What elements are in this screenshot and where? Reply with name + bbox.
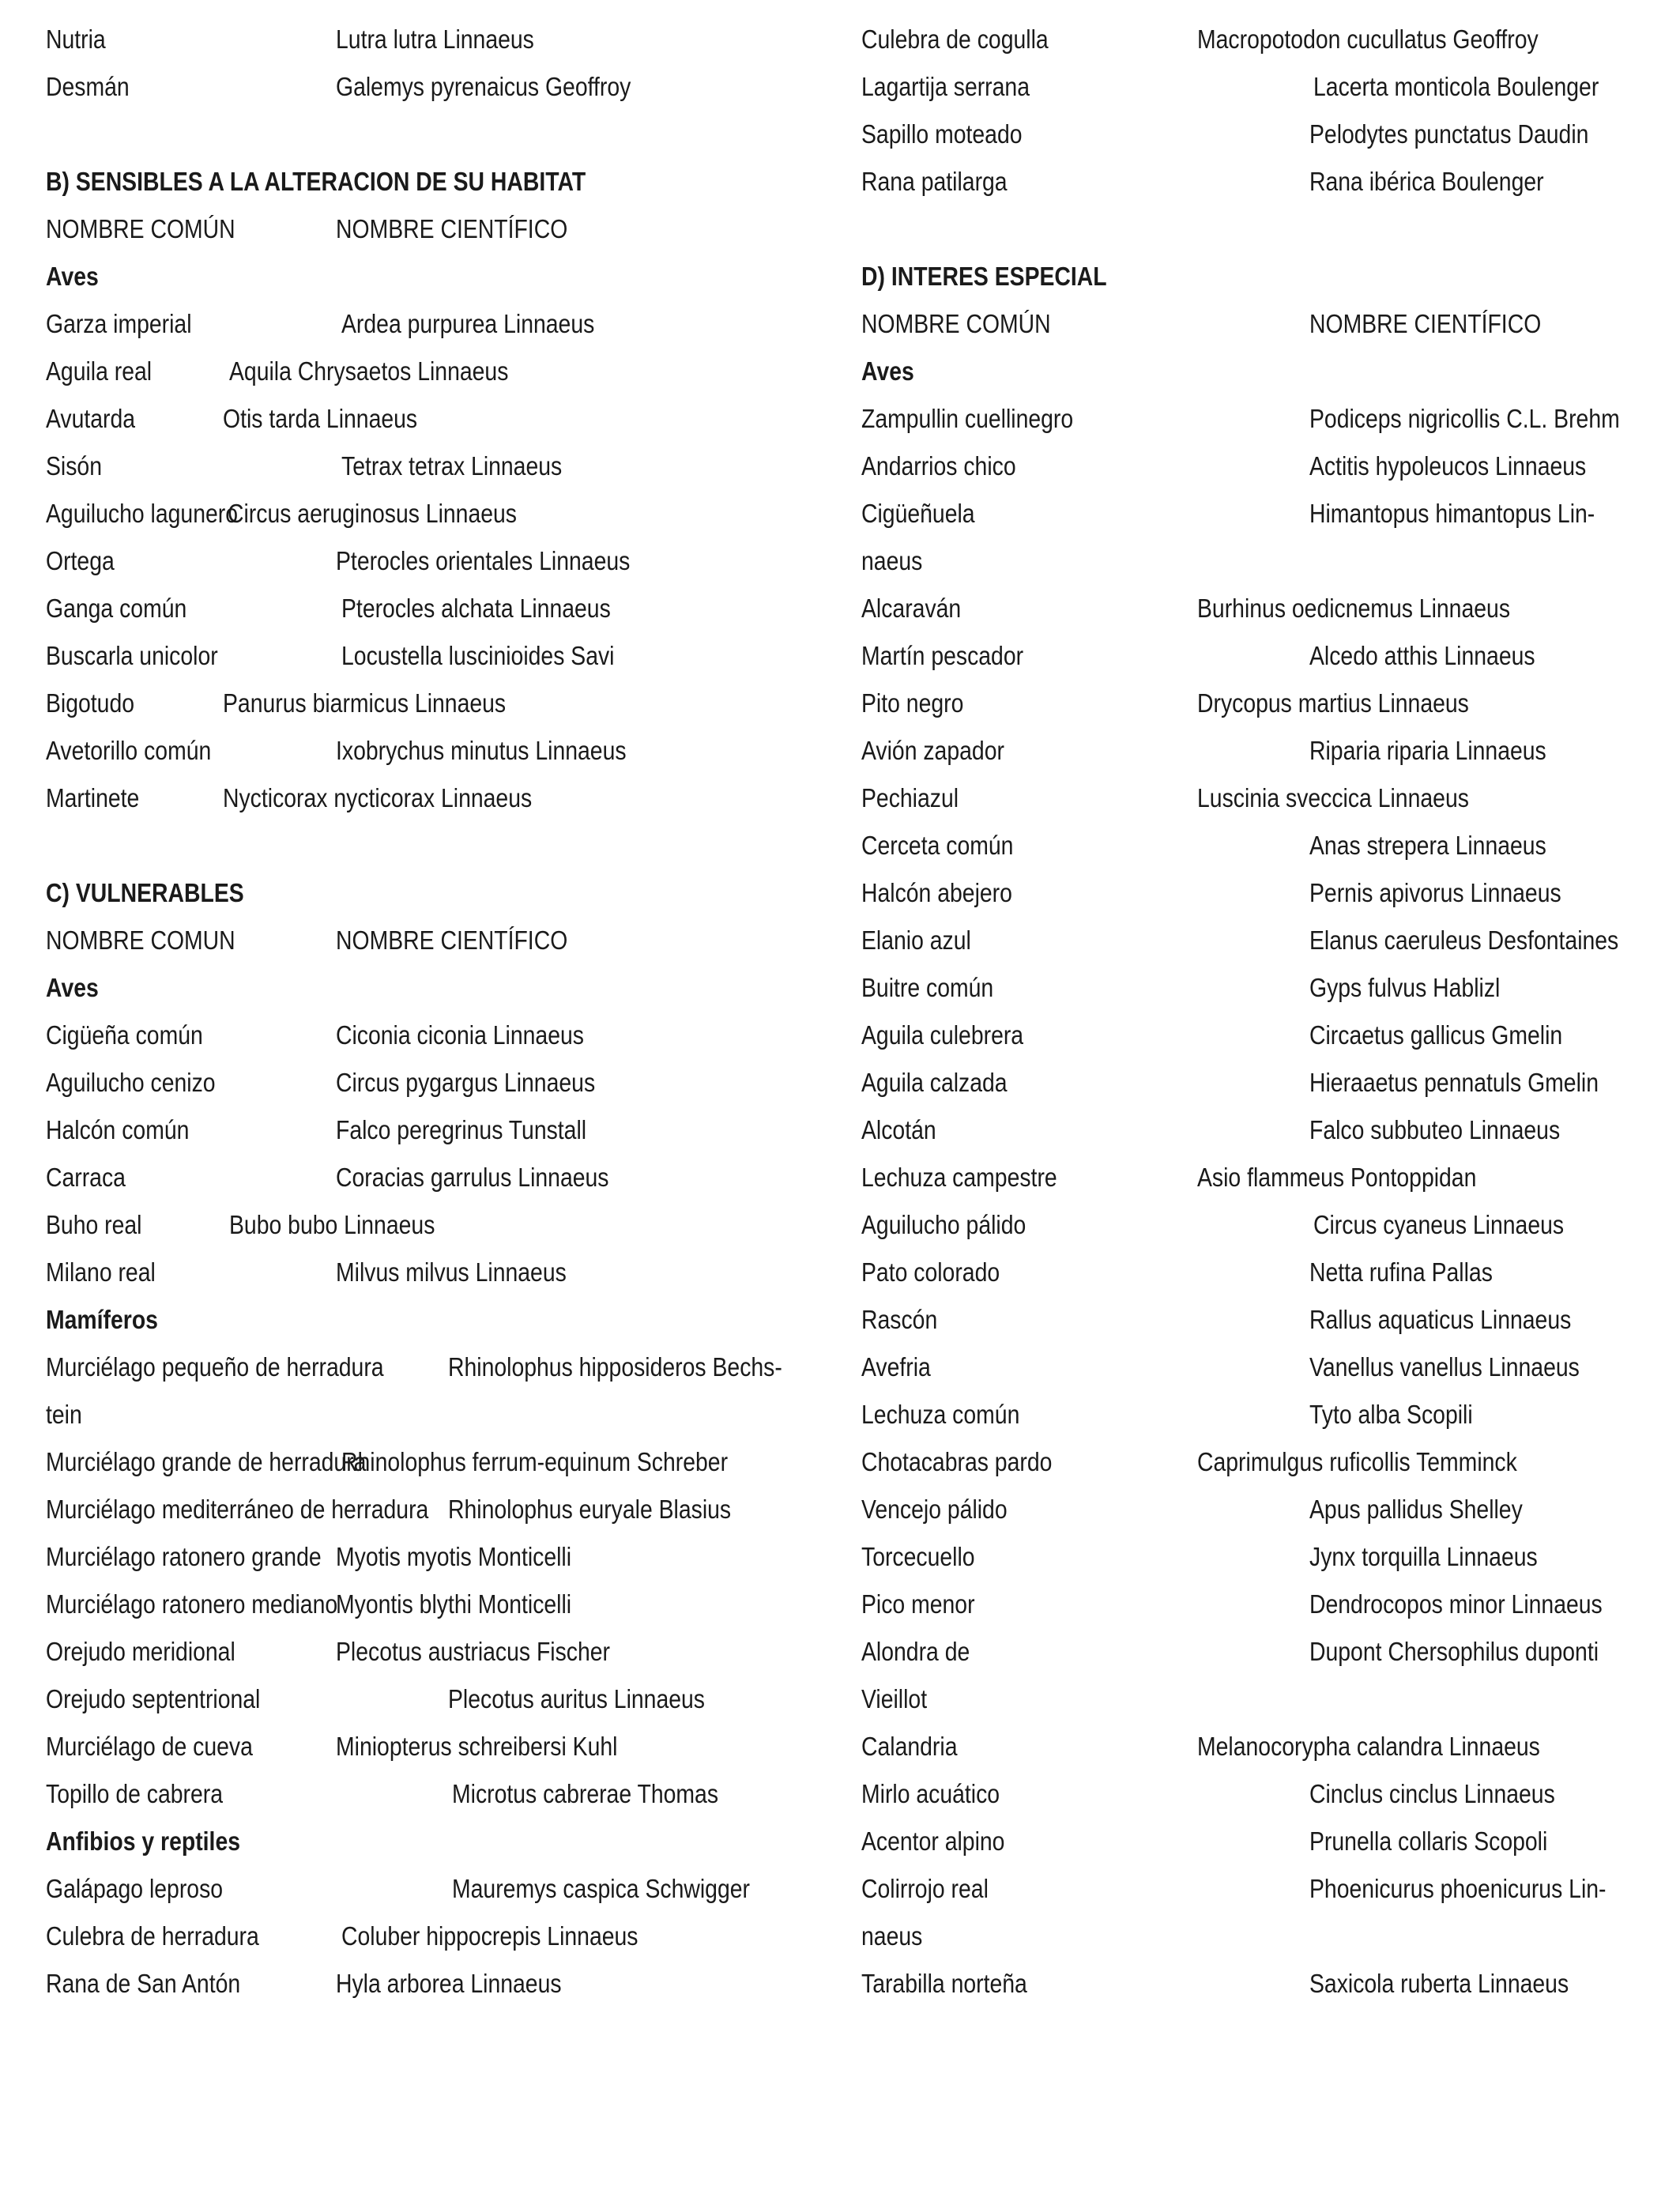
species-row	[46, 1913, 844, 1960]
species-row	[861, 1865, 1659, 1913]
species-row	[861, 869, 1659, 917]
spacer	[46, 111, 844, 158]
scientific-name: NOMBRE CIENTÍFICO	[336, 214, 568, 243]
species-row	[861, 585, 1659, 632]
common-name: NOMBRE COMÚN	[861, 309, 1051, 338]
common-name: Andarrios chico	[861, 451, 1016, 481]
common-name: Carraca	[46, 1163, 126, 1192]
heading-text: B) SENSIBLES A LA ALTERACION DE SU HABITAT	[46, 167, 586, 196]
species-row	[46, 300, 844, 348]
scientific-name: Vanellus vanellus Linnaeus	[1309, 1352, 1580, 1382]
common-name: Mirlo acuático	[861, 1779, 1000, 1808]
common-name: Avefria	[861, 1352, 931, 1382]
common-name: Murciélago pequeño de herradura	[46, 1352, 384, 1382]
scientific-name: Tetrax tetrax Linnaeus	[341, 451, 563, 481]
heading-text: Aves	[861, 356, 914, 386]
species-row	[46, 443, 844, 490]
scientific-name: Tyto alba Scopili	[1309, 1400, 1473, 1429]
common-name: Cigüeña común	[46, 1020, 203, 1050]
scientific-name: Actitis hypoleucos Linnaeus	[1309, 451, 1587, 481]
species-row	[46, 1249, 844, 1296]
common-name: Tarabilla norteña	[861, 1969, 1027, 1998]
scientific-name: Pernis apivorus Linnaeus	[1309, 878, 1561, 907]
common-name: Murciélago ratonero mediano	[46, 1589, 338, 1619]
common-name: Buscarla unicolor	[46, 641, 218, 670]
common-name: Orejudo septentrional	[46, 1684, 261, 1713]
common-name: Elanio azul	[861, 925, 971, 955]
common-name: Torcecuello	[861, 1542, 975, 1571]
scientific-name: Aquila Chrysaetos Linnaeus	[229, 356, 509, 386]
common-name: Lagartija serrana	[861, 72, 1030, 101]
common-name: Alcotán	[861, 1115, 936, 1144]
common-name: Pato colorado	[861, 1257, 1000, 1287]
section-heading	[46, 964, 844, 1012]
scientific-name: Hyla arborea Linnaeus	[336, 1969, 562, 1998]
species-row	[861, 443, 1659, 490]
common-name: Lechuza campestre	[861, 1163, 1057, 1192]
scientific-name: Dendrocopos minor Linnaeus	[1309, 1589, 1603, 1619]
species-row	[46, 727, 844, 775]
common-name: Bigotudo	[46, 688, 135, 718]
common-name: Aguila culebrera	[861, 1020, 1024, 1050]
species-row	[46, 1201, 844, 1249]
species-row	[861, 680, 1659, 727]
species-row	[46, 1581, 844, 1628]
scientific-name: Prunella collaris Scopoli	[1309, 1826, 1548, 1856]
scientific-name: Hieraaetus pennatuls Gmelin	[1309, 1068, 1599, 1097]
species-row	[861, 1438, 1659, 1486]
scientific-name: Dupont Chersophilus duponti	[1309, 1637, 1599, 1666]
species-row	[861, 1201, 1659, 1249]
scientific-name: Galemys pyrenaicus Geoffroy	[336, 72, 631, 101]
species-row	[861, 1154, 1659, 1201]
common-name: Ganga común	[46, 594, 187, 623]
common-name: Rascón	[861, 1305, 938, 1334]
species-row	[861, 158, 1659, 205]
common-name: Murciélago de cueva	[46, 1732, 253, 1761]
scientific-name: Podiceps nigricollis C.L. Brehm	[1309, 404, 1620, 433]
scientific-name: Coluber hippocrepis Linnaeus	[341, 1921, 638, 1951]
species-row	[861, 1059, 1659, 1106]
scientific-name: Drycopus martius Linnaeus	[1197, 688, 1469, 718]
heading-text: Mamíferos	[46, 1305, 158, 1334]
species-row	[861, 1533, 1659, 1581]
scientific-name: Rallus aquaticus Linnaeus	[1309, 1305, 1572, 1334]
common-name: Murciélago ratonero grande	[46, 1542, 322, 1571]
species-row	[46, 1012, 844, 1059]
common-name: Buho real	[46, 1210, 142, 1239]
scientific-name: Microtus cabrerae Thomas	[452, 1779, 719, 1808]
scientific-name: Pterocles alchata Linnaeus	[341, 594, 611, 623]
scientific-name: Burhinus oedicnemus Linnaeus	[1197, 594, 1511, 623]
scientific-name: Panurus biarmicus Linnaeus	[223, 688, 507, 718]
common-name: Zampullin cuellinegro	[861, 404, 1074, 433]
section-heading	[46, 158, 844, 205]
heading-text: Anfibios y reptiles	[46, 1826, 241, 1856]
heading-text: Aves	[46, 973, 99, 1002]
scientific-name: Pelodytes punctatus Daudin	[1309, 119, 1589, 149]
scientific-name: Himantopus himantopus Lin-	[1309, 499, 1595, 528]
common-name: Acentor alpino	[861, 1826, 1005, 1856]
common-name: Topillo de cabrera	[46, 1779, 224, 1808]
species-row	[46, 680, 844, 727]
section-heading	[46, 253, 844, 300]
scientific-name: Nycticorax nycticorax Linnaeus	[223, 783, 533, 812]
scientific-name: Circus pygargus Linnaeus	[336, 1068, 596, 1097]
species-row	[46, 63, 844, 111]
species-row	[861, 63, 1659, 111]
common-name: Pechiazul	[861, 783, 959, 812]
scientific-name: Caprimulgus ruficollis Temminck	[1197, 1447, 1517, 1476]
spacer	[46, 822, 844, 869]
scientific-name: Myontis blythi Monticelli	[336, 1589, 572, 1619]
common-name: Chotacabras pardo	[861, 1447, 1053, 1476]
common-name: Aguilucho cenizo	[46, 1068, 216, 1097]
species-row	[861, 537, 1659, 585]
common-name: Aguila calzada	[861, 1068, 1008, 1097]
scientific-name: Phoenicurus phoenicurus Lin-	[1309, 1874, 1607, 1903]
species-row	[861, 16, 1659, 63]
scientific-name: Circaetus gallicus Gmelin	[1309, 1020, 1563, 1050]
species-row	[861, 1486, 1659, 1533]
species-row	[46, 395, 844, 443]
species-row	[46, 585, 844, 632]
species-row	[46, 1533, 844, 1581]
scientific-name: Plecotus auritus Linnaeus	[448, 1684, 705, 1713]
scientific-name: Netta rufina Pallas	[1309, 1257, 1493, 1287]
common-name: naeus	[861, 546, 923, 575]
species-row	[861, 1106, 1659, 1154]
scientific-name: Ardea purpurea Linnaeus	[341, 309, 595, 338]
common-name: Aguilucho pálido	[861, 1210, 1026, 1239]
scientific-name: Rhinolophus hipposideros Bechs-	[448, 1352, 782, 1382]
common-name: naeus	[861, 1921, 923, 1951]
species-row	[861, 1913, 1659, 1960]
scientific-name: Gyps fulvus Hablizl	[1309, 973, 1501, 1002]
scientific-name: Riparia riparia Linnaeus	[1309, 736, 1546, 765]
common-name: Martinete	[46, 783, 140, 812]
species-row	[861, 1296, 1659, 1344]
scientific-name: NOMBRE CIENTÍFICO	[1309, 309, 1542, 338]
common-name: Ortega	[46, 546, 115, 575]
species-row	[861, 300, 1659, 348]
common-name: Cerceta común	[861, 831, 1014, 860]
species-row	[861, 632, 1659, 680]
common-name: NOMBRE COMÚN	[46, 214, 235, 243]
right-column	[861, 16, 1659, 2007]
scientific-name: Mauremys caspica Schwigger	[452, 1874, 750, 1903]
scientific-name: Plecotus austriacus Fischer	[336, 1637, 611, 1666]
scientific-name: Pterocles orientales Linnaeus	[336, 546, 631, 575]
scientific-name: Anas strepera Linnaeus	[1309, 831, 1546, 860]
species-row	[861, 917, 1659, 964]
scientific-name: Myotis myotis Monticelli	[336, 1542, 572, 1571]
common-name: NOMBRE COMUN	[46, 925, 235, 955]
scientific-name: Falco subbuteo Linnaeus	[1309, 1115, 1561, 1144]
species-row	[861, 1391, 1659, 1438]
species-row	[46, 1676, 844, 1723]
scientific-name: Lutra lutra Linnaeus	[336, 25, 534, 54]
species-row	[861, 490, 1659, 537]
heading-text: D) INTERES ESPECIAL	[861, 262, 1107, 291]
species-row	[861, 1581, 1659, 1628]
heading-text: C) VULNERABLES	[46, 878, 244, 907]
species-row	[861, 1723, 1659, 1770]
common-name: Culebra de cogulla	[861, 25, 1049, 54]
species-row	[861, 395, 1659, 443]
common-name: Lechuza común	[861, 1400, 1020, 1429]
species-row	[46, 1154, 844, 1201]
common-name: Pito negro	[861, 688, 964, 718]
left-column	[46, 16, 844, 2007]
scientific-name: NOMBRE CIENTÍFICO	[336, 925, 568, 955]
common-name: Pico menor	[861, 1589, 975, 1619]
common-name: Rana patilarga	[861, 167, 1008, 196]
scientific-name: Macropotodon cucullatus Geoffroy	[1197, 25, 1539, 54]
common-name: Sisón	[46, 451, 103, 481]
scientific-name: Rana ibérica Boulenger	[1309, 167, 1544, 196]
common-name: Desmán	[46, 72, 130, 101]
scientific-name: Rhinolophus ferrum-equinum Schreber	[341, 1447, 729, 1476]
common-name: Buitre común	[861, 973, 994, 1002]
common-name: Murciélago grande de herradura	[46, 1447, 367, 1476]
common-name: Aguila real	[46, 356, 153, 386]
scientific-name: Milvus milvus Linnaeus	[336, 1257, 567, 1287]
common-name: Avutarda	[46, 404, 136, 433]
species-row	[46, 16, 844, 63]
section-heading	[46, 869, 844, 917]
section-heading	[46, 1296, 844, 1344]
section-heading	[861, 348, 1659, 395]
species-row	[861, 1344, 1659, 1391]
species-row	[46, 205, 844, 253]
species-row	[46, 1628, 844, 1676]
common-name: Vencejo pálido	[861, 1495, 1008, 1524]
species-row	[46, 1059, 844, 1106]
species-row	[46, 1391, 844, 1438]
common-name: tein	[46, 1400, 82, 1429]
common-name: Rana de San Antón	[46, 1969, 241, 1998]
scientific-name: Circus aeruginosus Linnaeus	[228, 499, 518, 528]
common-name: Colirrojo real	[861, 1874, 989, 1903]
common-name: Garza imperial	[46, 309, 192, 338]
scientific-name: Elanus caeruleus Desfontaines	[1309, 925, 1619, 955]
section-heading	[861, 253, 1659, 300]
scientific-name: Melanocorypha calandra Linnaeus	[1197, 1732, 1540, 1761]
common-name: Avetorillo común	[46, 736, 212, 765]
species-row	[46, 1344, 844, 1391]
scientific-name: Saxicola ruberta Linnaeus	[1309, 1969, 1569, 1998]
scientific-name: Ciconia ciconia Linnaeus	[336, 1020, 584, 1050]
species-row	[861, 775, 1659, 822]
species-row	[46, 632, 844, 680]
common-name: Orejudo meridional	[46, 1637, 235, 1666]
species-row	[861, 1818, 1659, 1865]
scientific-name: Asio flammeus Pontoppidan	[1197, 1163, 1477, 1192]
species-row	[861, 822, 1659, 869]
common-name: Sapillo moteado	[861, 119, 1023, 149]
scientific-name: Cinclus cinclus Linnaeus	[1309, 1779, 1555, 1808]
scientific-name: Coracias garrulus Linnaeus	[336, 1163, 609, 1192]
scientific-name: Ixobrychus minutus Linnaeus	[336, 736, 627, 765]
species-row	[861, 111, 1659, 158]
species-row	[46, 490, 844, 537]
scientific-name: Bubo bubo Linnaeus	[229, 1210, 435, 1239]
common-name: Milano real	[46, 1257, 156, 1287]
species-row	[46, 917, 844, 964]
species-row	[46, 1723, 844, 1770]
species-row	[46, 537, 844, 585]
species-row	[46, 1438, 844, 1486]
common-name: Halcón común	[46, 1115, 190, 1144]
common-name: Vieillot	[861, 1684, 928, 1713]
common-name: Galápago leproso	[46, 1874, 224, 1903]
scientific-name: Apus pallidus Shelley	[1309, 1495, 1523, 1524]
scientific-name: Miniopterus schreibersi Kuhl	[336, 1732, 618, 1761]
species-row	[861, 964, 1659, 1012]
species-row	[861, 1960, 1659, 2007]
scientific-name: Otis tarda Linnaeus	[223, 404, 418, 433]
species-row	[46, 1106, 844, 1154]
species-row	[46, 1960, 844, 2007]
common-name: Aguilucho lagunero	[46, 499, 238, 528]
species-row	[46, 1770, 844, 1818]
common-name: Avión zapador	[861, 736, 1004, 765]
species-row	[861, 1676, 1659, 1723]
common-name: Calandria	[861, 1732, 958, 1761]
species-row	[861, 1628, 1659, 1676]
species-row	[46, 1486, 844, 1533]
common-name: Cigüeñuela	[861, 499, 975, 528]
common-name: Halcón abejero	[861, 878, 1012, 907]
scientific-name: Rhinolophus euryale Blasius	[448, 1495, 732, 1524]
species-row	[861, 1249, 1659, 1296]
scientific-name: Alcedo atthis Linnaeus	[1309, 641, 1535, 670]
common-name: Culebra de herradura	[46, 1921, 259, 1951]
scientific-name: Falco peregrinus Tunstall	[336, 1115, 587, 1144]
common-name: Murciélago mediterráneo de herradura	[46, 1495, 429, 1524]
spacer	[861, 205, 1659, 253]
species-row	[46, 348, 844, 395]
species-row	[861, 727, 1659, 775]
scientific-name: Locustella luscinioides Savi	[341, 641, 615, 670]
species-row	[861, 1012, 1659, 1059]
species-row	[46, 1865, 844, 1913]
heading-text: Aves	[46, 262, 99, 291]
species-row	[861, 1770, 1659, 1818]
scientific-name: Jynx torquilla Linnaeus	[1309, 1542, 1538, 1571]
species-row	[46, 775, 844, 822]
section-heading	[46, 1818, 844, 1865]
common-name: Alondra de	[861, 1637, 970, 1666]
common-name: Martín pescador	[861, 641, 1024, 670]
scientific-name: Lacerta monticola Boulenger	[1313, 72, 1599, 101]
common-name: Alcaraván	[861, 594, 962, 623]
scientific-name: Luscinia sveccica Linnaeus	[1197, 783, 1469, 812]
scientific-name: Circus cyaneus Linnaeus	[1313, 1210, 1565, 1239]
common-name: Nutria	[46, 25, 106, 54]
